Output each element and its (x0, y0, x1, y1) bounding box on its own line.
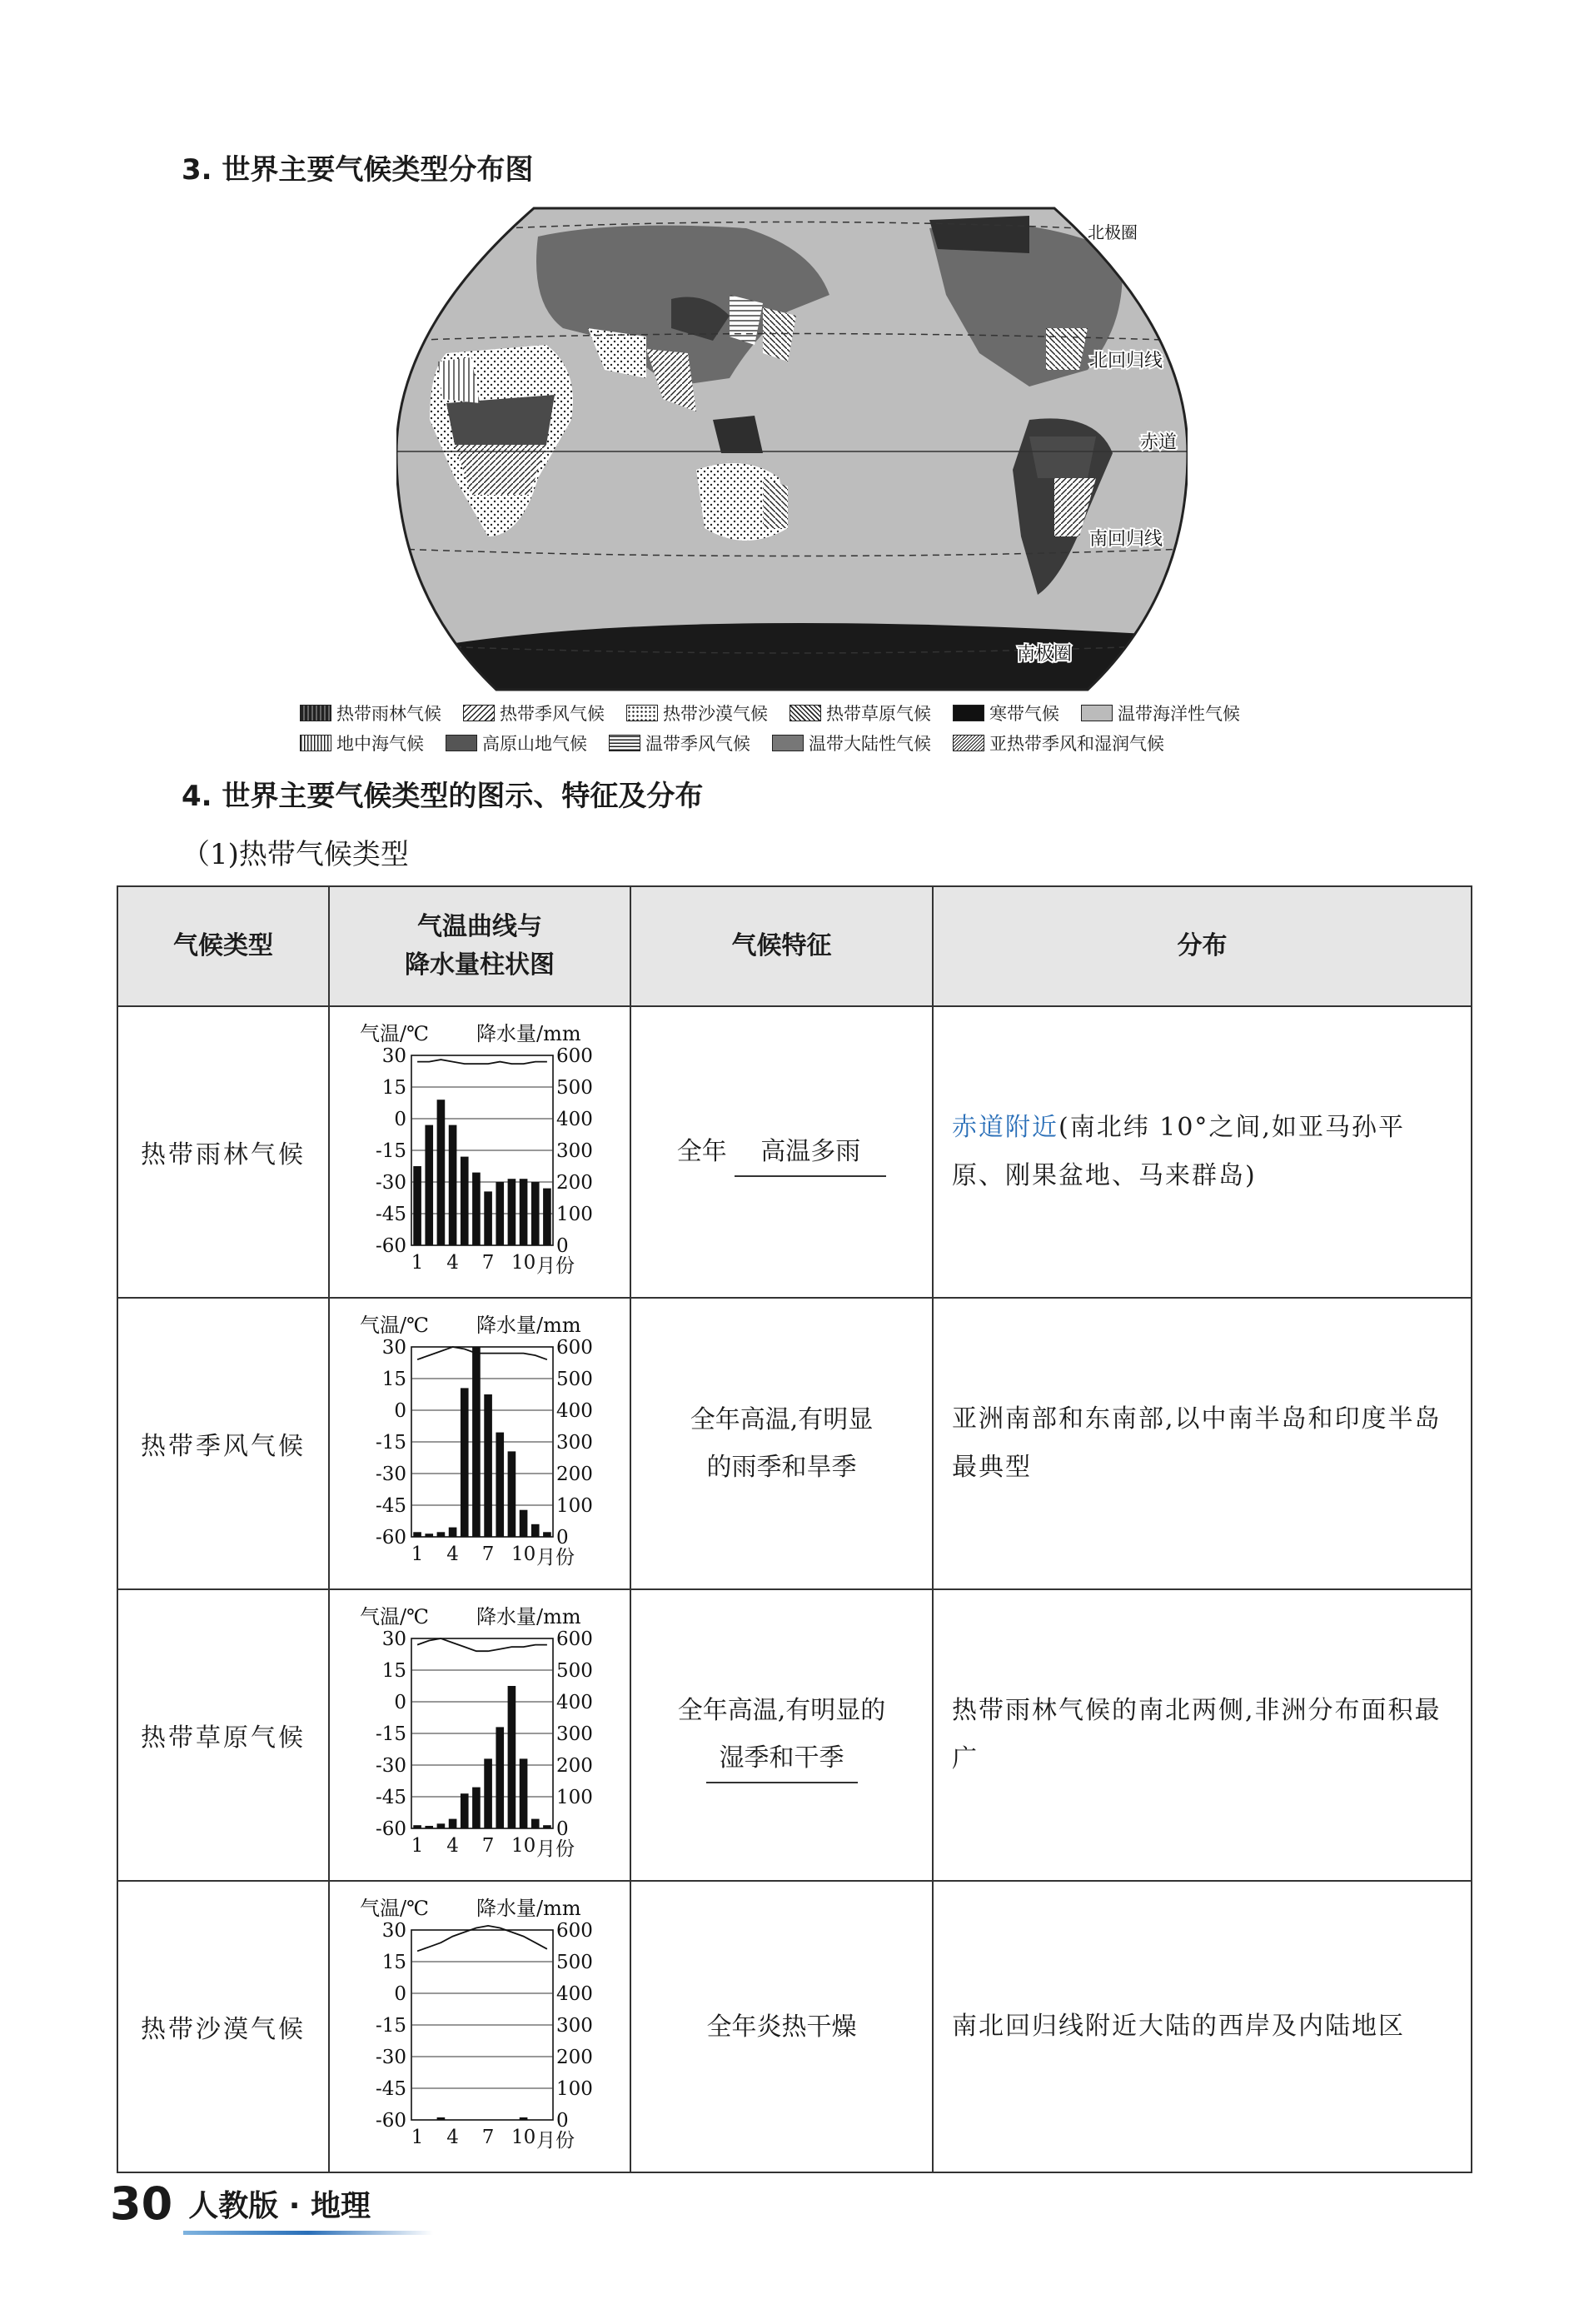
tick-label-temp: -45 (375, 1787, 406, 1808)
tick-label-precip: 500 (556, 1369, 593, 1390)
precip-bar (413, 1166, 421, 1245)
precip-bar (484, 1758, 492, 1828)
tick-label-temp: 0 (394, 1109, 406, 1130)
header-type: 气候类型 (117, 886, 329, 1006)
precip-bar (543, 1189, 551, 1245)
precip-bar (413, 1825, 421, 1828)
precip-bar (531, 1182, 540, 1245)
tick-label-temp: 15 (381, 1952, 406, 1973)
chart-cell (329, 1881, 630, 2172)
tick-label-temp: -45 (375, 1204, 406, 1225)
y-left-label: 气温/℃ (360, 1022, 429, 1045)
y-right-label: 降水量/mm (476, 1897, 581, 1920)
chart-cell (329, 1589, 630, 1881)
tick-label-precip: 300 (556, 1723, 593, 1745)
tick-label-temp: 30 (381, 1920, 406, 1942)
tick-label-temp: -15 (375, 1432, 406, 1454)
precip-bar (543, 1532, 551, 1537)
legend-subtropical-humid: 亚热带季风和湿润气候 (953, 731, 1164, 756)
x-tick-label: 1 (411, 1835, 424, 1857)
legend-tropical-savanna: 热带草原气候 (790, 701, 931, 726)
x-axis-label: 月份 (536, 1255, 575, 1277)
x-tick-label: 4 (446, 1835, 459, 1857)
x-tick-label: 10 (511, 1835, 536, 1857)
legend-temperate-continental: 温带大陆性气候 (772, 731, 931, 756)
section4-subtitle: （1)热带气候类型 (182, 838, 409, 871)
tick-label-precip: 200 (556, 1172, 593, 1194)
y-right-label: 降水量/mm (476, 1022, 581, 1045)
precip-bar (531, 1524, 540, 1537)
temp-curve (417, 1638, 547, 1651)
tick-label-precip: 300 (556, 1140, 593, 1162)
precip-bar (520, 1179, 528, 1245)
climate-chart-monsoon (330, 1299, 628, 1582)
climate-table (117, 885, 1472, 2173)
climate-chart-rainforest (330, 1007, 628, 1290)
table-row (117, 1298, 1472, 1589)
tick-label-temp: -60 (375, 1818, 406, 1840)
tick-label-precip: 0 (556, 2110, 569, 2132)
header-chart: 气温曲线与 降水量柱状图 (329, 886, 630, 1006)
tick-label-precip: 300 (556, 2015, 593, 2037)
precip-bar (531, 1819, 540, 1828)
tick-label-precip: 200 (556, 2047, 593, 2068)
x-axis-label: 月份 (536, 1838, 575, 1860)
precip-bar (425, 1826, 433, 1828)
tick-label-temp: -45 (375, 2078, 406, 2100)
x-axis-label: 月份 (536, 1547, 575, 1568)
tick-label-temp: 15 (381, 1660, 406, 1682)
x-tick-label: 7 (481, 1835, 495, 1857)
tick-label-precip: 300 (556, 1432, 593, 1454)
answer-blank: 湿季和干季 (706, 1734, 858, 1783)
x-tick-label: 7 (481, 2127, 495, 2148)
precip-bar (449, 1819, 457, 1828)
climate-chart-savanna (330, 1590, 628, 1873)
chart-cell (329, 1006, 630, 1298)
tick-label-temp: 30 (381, 1337, 406, 1359)
table-header-row (117, 886, 1472, 1006)
legend-temperate-maritime: 温带海洋性气候 (1081, 701, 1240, 726)
dist-cell: 南北回归线附近大陆的西岸及内陆地区 (933, 1881, 1472, 2172)
precip-bar (425, 1534, 433, 1537)
precip-bar (496, 1182, 504, 1245)
precip-bar (520, 1510, 528, 1537)
tick-label-precip: 100 (556, 1495, 593, 1517)
tick-label-precip: 400 (556, 1109, 593, 1130)
precip-bar (437, 1532, 446, 1537)
climate-chart-desert (330, 1882, 628, 2165)
legend-temperate-monsoon: 温带季风气候 (609, 731, 750, 756)
dist-highlight: 赤道附近 (952, 1112, 1058, 1142)
precip-bar (461, 1388, 469, 1537)
antarctic-circle-label: 南极圈 (1017, 644, 1073, 665)
x-tick-label: 10 (511, 1252, 536, 1274)
precip-bar (461, 1157, 469, 1245)
tick-label-temp: -60 (375, 1235, 406, 1257)
tropic-n-label: 北回归线 (1089, 351, 1163, 372)
legend-polar: 寒带气候 (953, 701, 1059, 726)
table-row (117, 1589, 1472, 1881)
precip-bar (508, 1451, 516, 1537)
legend-tropical-rainforest: 热带雨林气候 (300, 701, 441, 726)
section4-title: 4. 世界主要气候类型的图示、特征及分布 (182, 780, 704, 813)
tick-label-temp: 15 (381, 1077, 406, 1099)
table-row (117, 1881, 1472, 2172)
type-cell: 热带雨林气候 (117, 1006, 329, 1298)
feature-cell: 全年炎热干燥 (630, 1881, 933, 2172)
precip-bar (543, 1825, 551, 1828)
x-tick-label: 7 (481, 1252, 495, 1274)
tick-label-precip: 500 (556, 1660, 593, 1682)
header-dist: 分布 (933, 886, 1472, 1006)
tick-label-temp: -30 (375, 1172, 406, 1194)
y-left-label: 气温/℃ (360, 1897, 429, 1920)
tick-label-temp: 15 (381, 1369, 406, 1390)
y-left-label: 气温/℃ (360, 1605, 429, 1628)
tick-label-precip: 600 (556, 1045, 593, 1067)
precip-bar (437, 2117, 446, 2120)
y-right-label: 降水量/mm (476, 1314, 581, 1337)
dist-cell: 亚洲南部和东南部,以中南半岛和印度半岛最典型 (933, 1298, 1472, 1589)
precip-bar (472, 1347, 481, 1537)
precip-bar (472, 1173, 481, 1245)
feature-cell: 全年高温,有明显的 湿季和干季 (630, 1589, 933, 1881)
x-tick-label: 4 (446, 1252, 459, 1274)
tick-label-temp: -15 (375, 1140, 406, 1162)
feature-cell: 全年高温,有明显 的雨季和旱季 (630, 1298, 933, 1589)
temp-curve (417, 1060, 547, 1064)
world-climate-map (396, 203, 1188, 695)
tick-label-precip: 0 (556, 1818, 569, 1840)
tropic-s-label: 南回归线 (1089, 529, 1163, 550)
feature-cell: 全年 高温多雨 (630, 1006, 933, 1298)
precip-bar (461, 1793, 469, 1828)
type-cell: 热带沙漠气候 (117, 1881, 329, 2172)
arctic-circle-label: 北极圈 (1088, 222, 1138, 242)
precip-bar (413, 1532, 421, 1537)
tick-label-precip: 100 (556, 2078, 593, 2100)
x-tick-label: 1 (411, 1252, 424, 1274)
precip-bar (496, 1727, 504, 1828)
tick-label-precip: 0 (556, 1527, 569, 1549)
section3-title: 3. 世界主要气候类型分布图 (182, 153, 534, 187)
tick-label-temp: -60 (375, 2110, 406, 2132)
tick-label-temp: -45 (375, 1495, 406, 1517)
table-row (117, 1006, 1472, 1298)
tick-label-precip: 200 (556, 1464, 593, 1485)
precip-bar (449, 1125, 457, 1245)
type-cell: 热带季风气候 (117, 1298, 329, 1589)
legend-highland: 高原山地气候 (446, 731, 587, 756)
tick-label-temp: 0 (394, 1692, 406, 1713)
y-left-label: 气温/℃ (360, 1314, 429, 1337)
tick-label-precip: 400 (556, 1692, 593, 1713)
x-tick-label: 10 (511, 2127, 536, 2148)
precip-bar (449, 1528, 457, 1537)
x-tick-label: 1 (411, 1544, 424, 1565)
x-tick-label: 10 (511, 1544, 536, 1565)
dist-cell: 热带雨林气候的南北两侧,非洲分布面积最广 (933, 1589, 1472, 1881)
tick-label-precip: 100 (556, 1204, 593, 1225)
edition-label: 人教版 · 地理 (188, 2189, 371, 2223)
tick-label-temp: -30 (375, 1755, 406, 1777)
precip-bar (508, 1179, 516, 1245)
header-feature: 气候特征 (630, 886, 933, 1006)
page-number: 30 (110, 2177, 173, 2230)
map-legend (300, 698, 1308, 758)
legend-tropical-desert: 热带沙漠气候 (626, 701, 768, 726)
tick-label-temp: 30 (381, 1628, 406, 1650)
x-axis-label: 月份 (536, 2130, 575, 2152)
tick-label-temp: -15 (375, 1723, 406, 1745)
tick-label-precip: 600 (556, 1628, 593, 1650)
tick-label-temp: 0 (394, 1400, 406, 1422)
x-tick-label: 4 (446, 2127, 459, 2148)
tick-label-precip: 400 (556, 1983, 593, 2005)
tick-label-precip: 600 (556, 1337, 593, 1359)
answer-blank: 高温多雨 (735, 1128, 886, 1177)
chart-cell (329, 1298, 630, 1589)
tick-label-precip: 0 (556, 1235, 569, 1257)
tick-label-temp: -30 (375, 2047, 406, 2068)
tick-label-precip: 500 (556, 1077, 593, 1099)
precip-bar (484, 1394, 492, 1537)
tick-label-precip: 400 (556, 1400, 593, 1422)
legend-tropical-monsoon: 热带季风气候 (463, 701, 605, 726)
precip-bar (437, 1100, 446, 1245)
tick-label-precip: 100 (556, 1787, 593, 1808)
precip-bar (508, 1686, 516, 1828)
precip-bar (484, 1191, 492, 1245)
tick-label-precip: 200 (556, 1755, 593, 1777)
footer-accent-bar (183, 2231, 433, 2235)
y-right-label: 降水量/mm (476, 1605, 581, 1628)
precip-bar (520, 2117, 528, 2120)
equator-label: 赤道 (1140, 432, 1178, 453)
tick-label-temp: -30 (375, 1464, 406, 1485)
tick-label-temp: 0 (394, 1983, 406, 2005)
legend-mediterranean: 地中海气候 (300, 731, 424, 756)
precip-bar (472, 1788, 481, 1828)
temp-curve (417, 1347, 547, 1359)
precip-bar (520, 1758, 528, 1828)
tick-label-temp: 30 (381, 1045, 406, 1067)
dist-cell: 赤道附近(南北纬 10°之间,如亚马孙平原、刚果盆地、马来群岛) (933, 1006, 1472, 1298)
precip-bar (496, 1433, 504, 1537)
x-tick-label: 7 (481, 1544, 495, 1565)
precip-bar (437, 1823, 446, 1828)
x-tick-label: 4 (446, 1544, 459, 1565)
type-cell: 热带草原气候 (117, 1589, 329, 1881)
tick-label-precip: 600 (556, 1920, 593, 1942)
tick-label-temp: -60 (375, 1527, 406, 1549)
tick-label-precip: 500 (556, 1952, 593, 1973)
page-footer (110, 2177, 371, 2230)
tick-label-temp: -15 (375, 2015, 406, 2037)
x-tick-label: 1 (411, 2127, 424, 2148)
precip-bar (425, 1125, 433, 1245)
